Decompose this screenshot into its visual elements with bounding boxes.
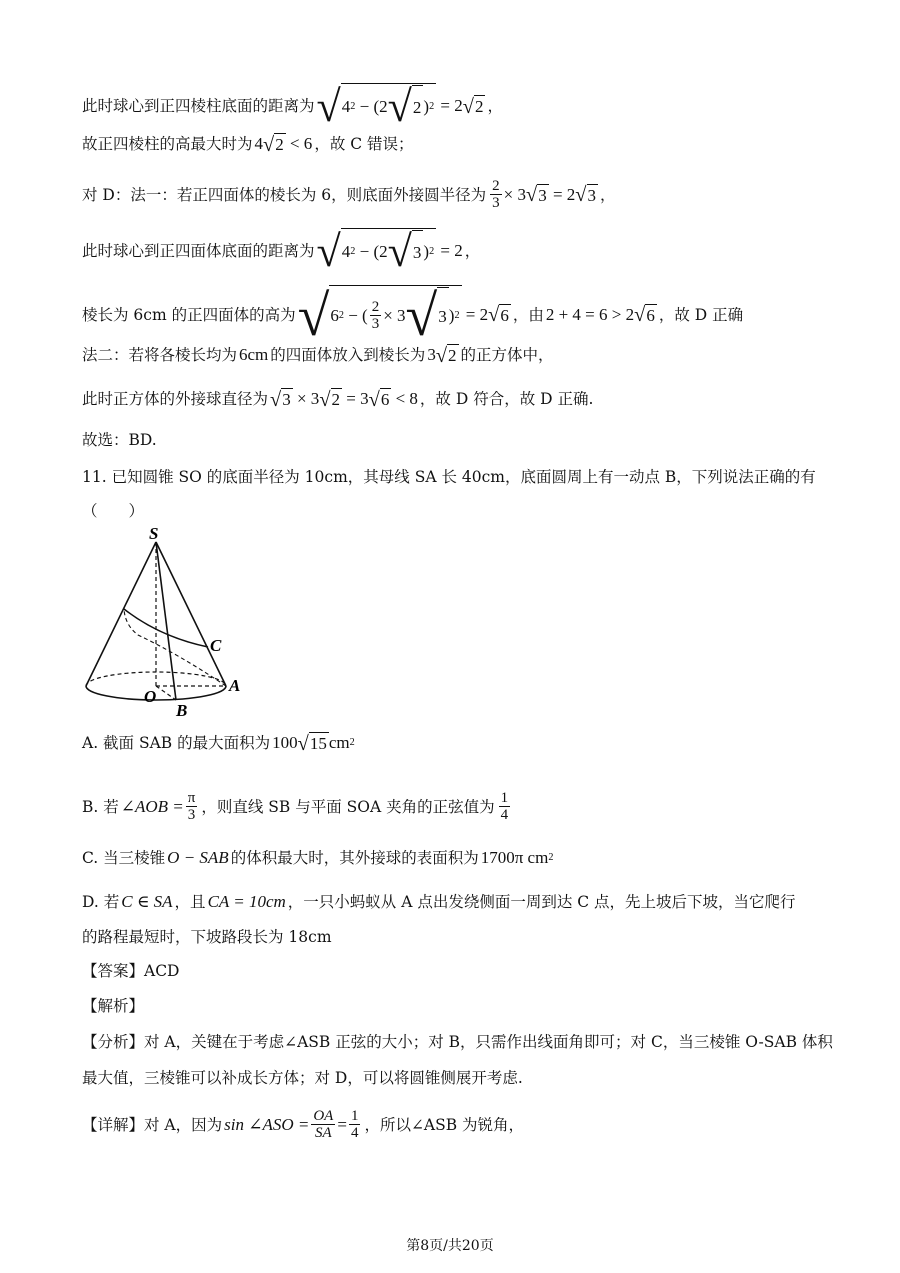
formula: CA = 10cm bbox=[207, 892, 286, 911]
label-B: B bbox=[176, 701, 188, 720]
text: ，则直线 SB 与平面 SOA 夹角的正弦值为 bbox=[201, 797, 495, 816]
option-a bbox=[82, 732, 357, 754]
text: A. 截面 SAB 的最大面积为 bbox=[82, 734, 271, 752]
option-d bbox=[82, 892, 796, 912]
line-3 bbox=[82, 178, 616, 211]
num: = 2 bbox=[465, 304, 489, 324]
num: 100 bbox=[272, 733, 298, 752]
formula: 4 √ 2 < 6 bbox=[254, 133, 313, 156]
text: 的正方体中， bbox=[460, 346, 554, 364]
page-footer: 第8页/共20页 bbox=[406, 1238, 494, 1254]
text: ，故 C 错误； bbox=[314, 135, 414, 153]
formula: sin ∠ASO = $\frac{OA}{SA}$ = $\frac{1}{4}$ bbox=[224, 1108, 359, 1141]
analysis-line-2: 最大值，三棱锥可以补成长方体；对 D，可以将圆锥侧展开考虑. bbox=[82, 1069, 523, 1087]
text: C. 当三棱锥 bbox=[82, 849, 166, 867]
analysis-line-1: 【分析】对 A，关键在于考虑∠ASB 正弦的大小；对 B，只需作出线面角即可；对 C，当三棱锥 O-SAB 体积 bbox=[82, 1033, 833, 1051]
num: 4 bbox=[341, 97, 351, 117]
formula: 100 √ 15 cm 2 bbox=[272, 732, 355, 755]
den: 4 bbox=[500, 807, 509, 823]
formula: $\frac{2}{3}$ × 3 √ 3 = 2 √ 3 bbox=[492, 178, 596, 211]
line-8: 故选：BD. bbox=[82, 431, 157, 449]
text: 棱长为 6cm 的正四面体的高为 bbox=[82, 305, 296, 324]
text: ，一只小蚂蚁从 A 点出发绕侧面一周到达 C 点，先上坡后下坡，当它爬行 bbox=[287, 893, 796, 911]
label-C: C bbox=[210, 636, 222, 655]
formula: ∠AOB = $\frac{\pi}{3}$ bbox=[120, 790, 196, 823]
num: 6 bbox=[330, 305, 339, 325]
num: < 8 bbox=[395, 389, 418, 408]
text: 故正四棱柱的高最大时为 bbox=[82, 135, 253, 153]
formula bbox=[497, 790, 513, 823]
den: 3 bbox=[492, 195, 500, 211]
num: 1 bbox=[500, 790, 509, 806]
question-11: 11. 已知圆锥 SO 的底面半径为 10cm，其母线 SA 长 40cm，底面圆周上有一动点 B，下列说法正确的有 bbox=[82, 468, 816, 486]
text: 此时球心到正四面体底面的距离为 bbox=[82, 242, 315, 261]
formula: 3 √ 2 bbox=[427, 344, 457, 367]
question-11-paren: （ ） bbox=[82, 502, 145, 520]
text: ，故 D 正确 bbox=[658, 305, 744, 324]
option-c bbox=[82, 848, 555, 868]
text: ，故 D 符合，故 D 正确. bbox=[419, 390, 594, 408]
analysis-heading: 【解析】 bbox=[82, 997, 145, 1015]
option-b bbox=[82, 790, 514, 823]
text: ，所以∠ASB 为锐角， bbox=[364, 1115, 525, 1134]
num: = 2 bbox=[440, 96, 463, 116]
text: D. 若 bbox=[82, 893, 120, 911]
formula: √ 4 2 − (2 √ 2 ) 2 = 2 √ 2 bbox=[316, 82, 484, 131]
num: = 2 bbox=[440, 241, 463, 261]
unit: cm bbox=[328, 733, 350, 752]
line-1 bbox=[82, 83, 503, 129]
text: ， bbox=[600, 185, 616, 204]
text: 此时正方体的外接球直径为 bbox=[82, 390, 269, 408]
line-5 bbox=[82, 283, 744, 348]
formula: √ 4 2 − (2 √ 3 ) 2 = 2 bbox=[316, 227, 463, 276]
num: 6cm bbox=[239, 345, 269, 364]
num: 3 bbox=[427, 345, 436, 364]
text: ， bbox=[464, 242, 481, 261]
text: 的体积最大时，其外接球的表面积为 bbox=[230, 849, 479, 867]
formula: √ 6 2 − ( $\frac{2}{3}$ × 3 √ 3 ) 2 = 2 √ 6 bbox=[297, 283, 509, 348]
label-A: A bbox=[229, 676, 241, 695]
text: 【详解】对 A，因为 bbox=[82, 1115, 223, 1134]
text: 的四面体放入到棱长为 bbox=[270, 346, 426, 364]
num: 2 + 4 = 6 > 2 bbox=[545, 304, 635, 324]
sin: sin ∠ASO = bbox=[224, 1114, 310, 1134]
line-4 bbox=[82, 228, 480, 274]
num: 4 bbox=[254, 134, 264, 153]
text: B. 若 bbox=[82, 797, 119, 816]
formula: 2 + 4 = 6 > 2 √ 6 bbox=[545, 304, 655, 327]
text: 对 D：法一：若正四面体的棱长为 6，则底面外接圆半径为 bbox=[82, 185, 487, 204]
den: SA bbox=[315, 1125, 332, 1141]
line-2 bbox=[82, 133, 414, 155]
label-O: O bbox=[144, 687, 157, 706]
eq: = bbox=[337, 1114, 347, 1134]
label-S: S bbox=[149, 525, 159, 543]
num: 2 bbox=[492, 178, 500, 194]
num: 1700π cm bbox=[480, 848, 549, 867]
num: 2 bbox=[412, 85, 424, 129]
num: π bbox=[187, 790, 196, 806]
detail-line bbox=[82, 1108, 524, 1141]
cone-figure bbox=[80, 525, 250, 720]
text: ，且 bbox=[174, 893, 206, 911]
num: OA bbox=[313, 1108, 334, 1124]
text: ，由 bbox=[512, 305, 544, 324]
line-6 bbox=[82, 344, 554, 366]
text: ， bbox=[487, 97, 503, 116]
text: 法二：若将各棱长均为 bbox=[82, 346, 238, 364]
formula: O − SAB bbox=[167, 848, 229, 867]
angle: ∠AOB = bbox=[120, 796, 184, 816]
formula: C ∈ SA bbox=[121, 892, 173, 911]
formula: 1700π cm 2 bbox=[480, 848, 554, 867]
answer: 【答案】ACD bbox=[82, 962, 180, 980]
line-7 bbox=[82, 388, 593, 410]
option-d-line2: 的路程最短时，下坡路段长为 18cm bbox=[82, 928, 332, 946]
num: × 3 bbox=[503, 184, 526, 204]
num: < 6 bbox=[289, 134, 313, 153]
sqrt: √ 4 2 − (2 √ 2 ) 2 bbox=[316, 82, 435, 131]
text: 此时球心到正四棱柱底面的距离为 bbox=[82, 97, 315, 116]
num: 15 bbox=[309, 734, 327, 753]
num: = 2 bbox=[552, 184, 576, 204]
formula: √ 3 × 3 √ 2 = 3 √ 6 < 8 bbox=[270, 388, 418, 411]
num: 3 bbox=[360, 389, 369, 408]
